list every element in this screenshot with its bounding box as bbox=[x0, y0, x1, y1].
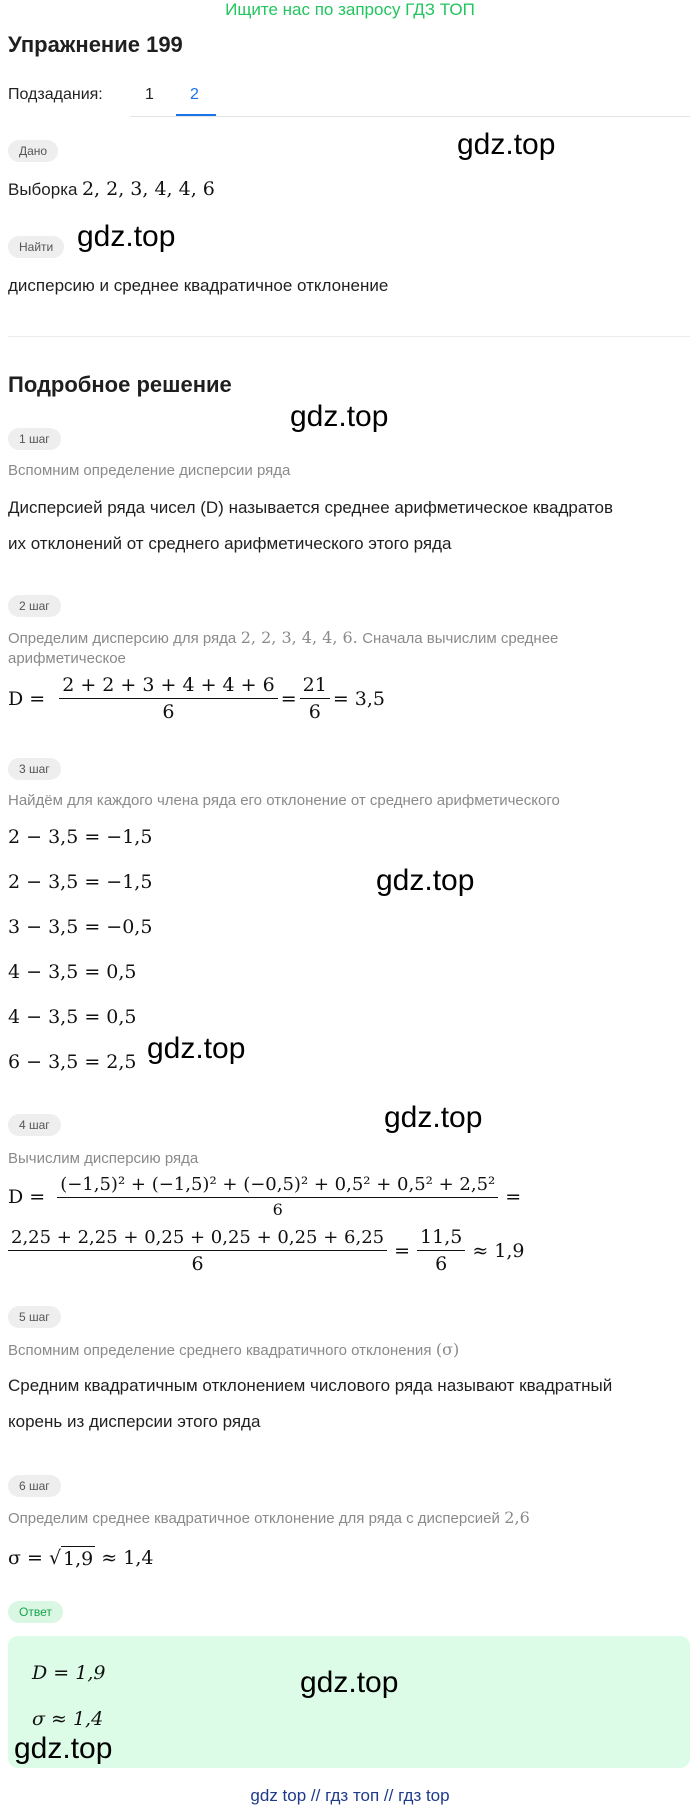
subtask-tab-1[interactable]: 1 bbox=[145, 86, 154, 103]
step-1-badge: 1 шаг bbox=[8, 428, 61, 450]
step-6-badge: 6 шаг bbox=[8, 1475, 61, 1497]
sqrt-icon: √ bbox=[48, 1547, 62, 1569]
given-badge: Дано bbox=[8, 140, 58, 162]
given-text: Выборка bbox=[8, 180, 78, 199]
step-2-numerator-2: 21 bbox=[300, 674, 330, 699]
find-badge: Найти bbox=[8, 236, 64, 258]
step-2-lhs: D = bbox=[8, 687, 46, 710]
step-2-hint bbox=[8, 628, 558, 648]
watermark: gdz.top bbox=[77, 220, 176, 253]
watermark: gdz.top bbox=[14, 1732, 113, 1765]
answer-badge: Ответ bbox=[8, 1601, 63, 1623]
solution-title: Подробное решение bbox=[8, 372, 232, 397]
page-title: Упражнение 199 bbox=[8, 32, 183, 57]
step-2-fraction bbox=[59, 674, 278, 723]
active-tab-indicator bbox=[176, 114, 216, 116]
watermark: gdz.top bbox=[300, 1666, 399, 1699]
step-4-formula-line-1 bbox=[8, 1174, 521, 1219]
step-4-fraction-3 bbox=[417, 1226, 465, 1275]
step-2-fraction-2 bbox=[300, 674, 330, 723]
step-2-hint-b: Сначала вычислим среднее bbox=[362, 630, 559, 647]
step-6-hint-text: Определим среднее квадратичное отклонение для ряда с дисперсией bbox=[8, 1510, 500, 1527]
step-4-fraction bbox=[57, 1174, 498, 1219]
step-4-numerator-3: 11,5 bbox=[417, 1226, 465, 1251]
subtasks-label: Подзадания: bbox=[8, 86, 103, 103]
given-line bbox=[8, 178, 215, 200]
step-3-line: 6 − 3,5 = 2,5 bbox=[8, 1051, 137, 1073]
answer-line-2: σ ≈ 1,4 bbox=[32, 1708, 104, 1730]
step-2-hint-a: Определим дисперсию для ряда bbox=[8, 630, 237, 647]
answer-line-1: D = 1,9 bbox=[32, 1662, 106, 1684]
step-5-line-1: Средним квадратичным отклонением числового ряда называют квадратный bbox=[8, 1376, 613, 1395]
step-4-numerator-2: 2,25 + 2,25 + 0,25 + 0,25 + 0,25 + 6,25 bbox=[8, 1227, 387, 1251]
step-4-denominator: 6 bbox=[272, 1200, 283, 1219]
step-4-formula-line-2 bbox=[8, 1226, 525, 1275]
watermark: gdz.top bbox=[384, 1101, 483, 1134]
step-2-eq: = bbox=[280, 687, 297, 710]
step-5-hint-symbol: (σ) bbox=[435, 1340, 460, 1359]
step-2-numerator: 2 + 2 + 3 + 4 + 4 + 6 bbox=[59, 674, 278, 699]
promo-banner[interactable]: Ищите нас по запросу ГДЗ ТОП bbox=[225, 0, 475, 19]
step-4-numerator: (−1,5)² + (−1,5)² + (−0,5)² + 0,5² + 0,5² + 2,5² bbox=[57, 1174, 498, 1198]
step-5-line-2: корень из дисперсии этого ряда bbox=[8, 1412, 261, 1431]
step-6-radicand: 1,9 bbox=[63, 1548, 94, 1570]
step-3-line: 3 − 3,5 = −0,5 bbox=[8, 916, 153, 938]
watermark: gdz.top bbox=[147, 1032, 246, 1065]
step-4-result: ≈ 1,9 bbox=[472, 1239, 525, 1262]
given-sample: 2, 2, 3, 4, 4, 6 bbox=[81, 178, 215, 200]
step-6-hint bbox=[8, 1508, 530, 1528]
find-text: дисперсию и среднее квадратичное отклонение bbox=[8, 276, 389, 295]
step-4-eq: = bbox=[505, 1185, 522, 1208]
watermark: gdz.top bbox=[290, 400, 389, 433]
step-6-sigma: σ = bbox=[8, 1547, 43, 1569]
step-2-formula bbox=[8, 674, 385, 723]
subtask-tab-2[interactable]: 2 bbox=[190, 86, 199, 103]
step-4-badge: 4 шаг bbox=[8, 1114, 61, 1136]
step-3-line: 4 − 3,5 = 0,5 bbox=[8, 1006, 137, 1028]
step-4-hint: Вычислим дисперсию ряда bbox=[8, 1150, 199, 1167]
step-3-line: 2 − 3,5 = −1,5 bbox=[8, 826, 153, 848]
step-4-lhs: D = bbox=[8, 1185, 46, 1208]
step-6-hint-value: 2,6 bbox=[504, 1508, 530, 1527]
step-2-hint-c: арифметическое bbox=[8, 650, 126, 667]
step-4-denominator-3: 6 bbox=[435, 1253, 448, 1275]
footer-links[interactable]: gdz top // гдз топ // гдз top bbox=[250, 1786, 450, 1805]
step-2-denominator-2: 6 bbox=[308, 701, 321, 723]
watermark: gdz.top bbox=[376, 864, 475, 897]
step-3-line: 4 − 3,5 = 0,5 bbox=[8, 961, 137, 983]
step-4-eq-2: = bbox=[394, 1239, 411, 1262]
step-5-hint-text: Вспомним определение среднего квадратичного отклонения bbox=[8, 1342, 432, 1359]
step-5-hint bbox=[8, 1340, 459, 1360]
watermark: gdz.top bbox=[457, 128, 556, 161]
step-6-formula bbox=[8, 1546, 153, 1570]
step-3-hint: Найдём для каждого члена ряда его отклонение от среднего арифметического bbox=[8, 792, 560, 809]
section-divider bbox=[8, 336, 690, 337]
step-2-denominator: 6 bbox=[162, 701, 175, 723]
step-1-line-2: их отклонений от среднего арифметического этого ряда bbox=[8, 534, 452, 553]
step-4-denominator-2: 6 bbox=[191, 1252, 204, 1275]
step-1-line-1: Дисперсией ряда чисел (D) называется среднее арифметическое квадратов bbox=[8, 498, 614, 517]
step-1-hint: Вспомним определение дисперсии ряда bbox=[8, 462, 291, 479]
step-2-result: = 3,5 bbox=[332, 687, 386, 710]
step-3-line: 2 − 3,5 = −1,5 bbox=[8, 871, 153, 893]
step-6-result: ≈ 1,4 bbox=[101, 1547, 154, 1569]
step-5-badge: 5 шаг bbox=[8, 1306, 61, 1328]
step-2-hint-series: 2, 2, 3, 4, 4, 6. bbox=[240, 628, 358, 647]
step-2-badge: 2 шаг bbox=[8, 595, 61, 617]
step-3-badge: 3 шаг bbox=[8, 758, 61, 780]
step-4-fraction-2 bbox=[8, 1227, 387, 1275]
tabs-divider bbox=[130, 116, 690, 117]
